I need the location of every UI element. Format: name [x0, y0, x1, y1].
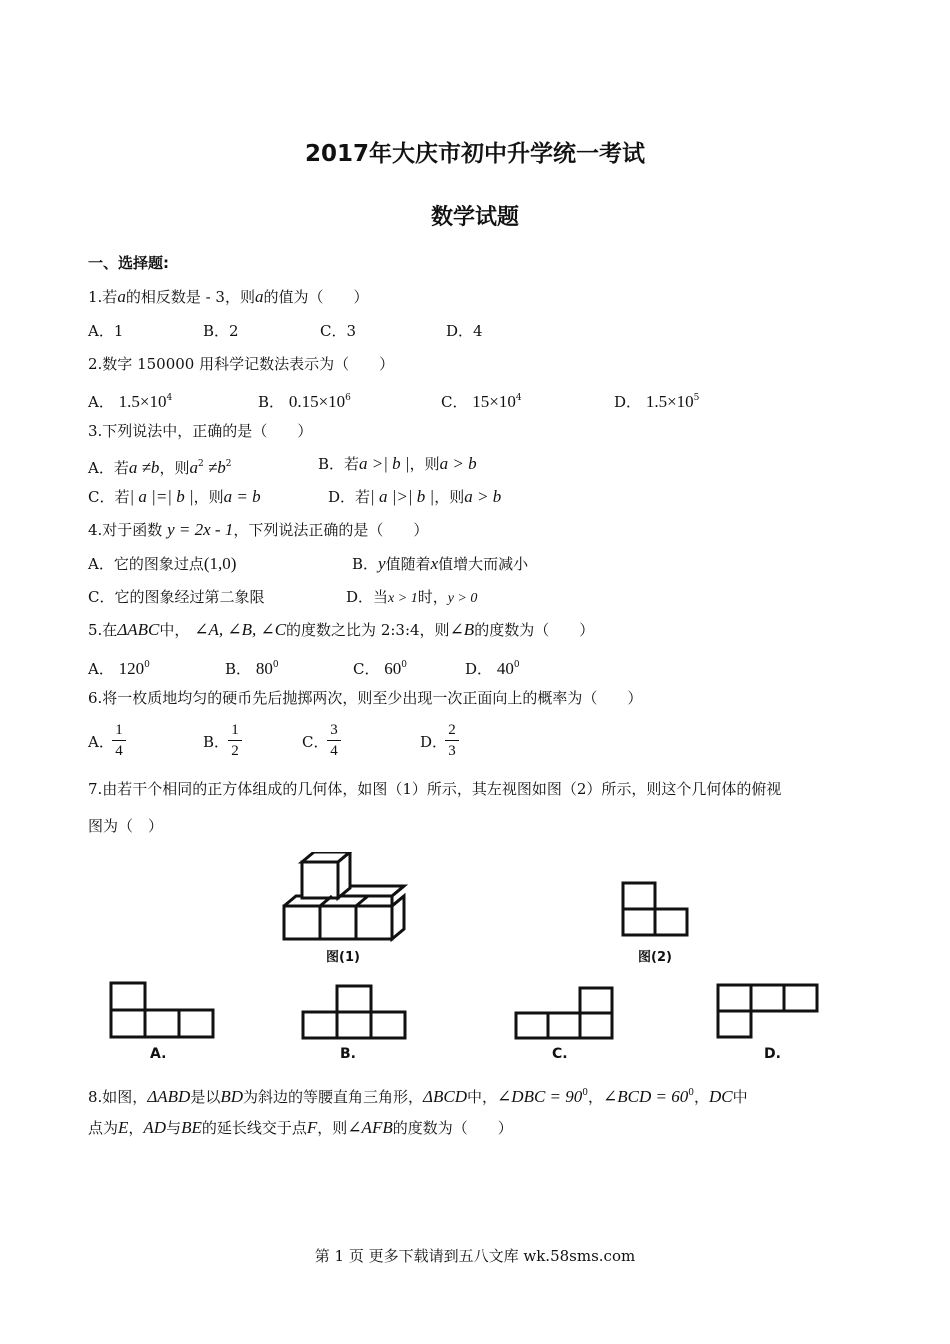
q3-option-c: C．若| a |=| b |，则a = b [88, 487, 261, 506]
q6-label-a: A． [88, 733, 114, 751]
q5-option-b: B． $80^0$ [225, 659, 279, 678]
q1-option-d: D．4 [446, 322, 483, 340]
q6-frac-b: 1 2 [228, 722, 242, 759]
q7-figure-2 [620, 880, 694, 940]
q4-option-a: A．它的图象过点(1,0) [88, 554, 237, 573]
q7-choice-b-figure [300, 983, 410, 1041]
q8-stem-line2: 点为E，AD与BE的延长线交于点F，则∠AFB的度数为（ ） [88, 1118, 513, 1137]
q2-option-c: C． $15\times 10^4$ [441, 392, 522, 411]
q3-option-b: B．若a >| b |，则a > b [318, 454, 477, 473]
q4-stem: 4.对于函数 y = 2x - 1，下列说法正确的是（ ） [88, 520, 429, 539]
q5-stem: 5.在ΔABC中， ∠A, ∠B, ∠C的度数之比为 2:3:4，则∠B的度数为（ ） [88, 620, 595, 639]
q2-option-a: A． $1.5\times 10^4$ [88, 392, 173, 411]
q4-option-d: D．当x > 1时，y > 0 [346, 588, 478, 606]
q1-stem: 1.若a的相反数是 - 3，则a的值为（ ） [88, 287, 369, 306]
q3-stem: 3.下列说法中，正确的是（ ） [88, 422, 313, 440]
q8-stem-line1: 8.如图，ΔABD是以BD为斜边的等腰直角三角形，ΔBCD中，∠DBC = $90^0$，∠BCD = $60^0$，DC中 [88, 1087, 748, 1106]
q2-option-d: D． $1.5\times 10^5$ [614, 392, 700, 411]
q7-stem-line2: 图为（ ） [88, 817, 164, 835]
section-heading: 一、选择题: [88, 254, 169, 272]
q7-stem-line1: 7.由若干个相同的正方体组成的几何体，如图（1）所示，其左视图如图（2）所示，则这个几何体的俯视 [88, 780, 782, 798]
q3-option-a: A．若a ≠b，则$a^2 \ne b^2$ [88, 458, 232, 477]
q7-choice-a-label: A. [150, 1046, 167, 1062]
q3-option-d: D．若| a |>| b |，则a > b [328, 487, 502, 506]
q4-option-b: B．y值随着x值增大而减小 [352, 554, 529, 573]
q5-option-a: A． $120^0$ [88, 659, 150, 678]
q1-option-a: A．1 [88, 322, 124, 340]
q7-choice-c-figure [512, 985, 616, 1041]
q1-option-c: C．3 [320, 322, 357, 340]
q4-option-c: C．它的图象经过第二象限 [88, 588, 265, 606]
q6-frac-a: 1 4 [112, 722, 126, 759]
q2-stem: 2.数字 150000 用科学记数法表示为（ ） [88, 355, 395, 373]
q7-choice-b-label: B. [340, 1046, 356, 1062]
q2-option-b: B． $0.15\times 10^6$ [258, 392, 351, 411]
q7-choice-d-figure [714, 982, 820, 1040]
q5-option-d: D． $40^0$ [465, 659, 520, 678]
exam-title: 2017年大庆市初中升学统一考试 [304, 141, 645, 167]
q6-label-b: B． [203, 733, 230, 751]
q7-figure-1-caption: 图(1) [326, 950, 360, 965]
q6-label-d: D． [420, 733, 448, 751]
q7-figure-1 [278, 852, 408, 942]
q7-choice-a-figure [108, 980, 218, 1040]
q6-label-c: C． [302, 733, 329, 751]
page-footer: 第 1 页 更多下载请到五八文库 wk.58sms.com [314, 1247, 636, 1265]
q6-frac-c: 3 4 [327, 722, 341, 759]
q7-choice-c-label: C. [552, 1046, 568, 1062]
exam-subtitle: 数学试题 [430, 205, 519, 230]
q6-stem: 6.将一枚质地均匀的硬币先后抛掷两次，则至少出现一次正面向上的概率为（ ） [88, 689, 643, 707]
q1-option-b: B．2 [203, 322, 239, 340]
q7-choice-d-label: D. [764, 1046, 781, 1062]
q7-figure-2-caption: 图(2) [638, 950, 672, 965]
q5-option-c: C． $60^0$ [353, 659, 407, 678]
q6-frac-d: 2 3 [445, 722, 459, 759]
